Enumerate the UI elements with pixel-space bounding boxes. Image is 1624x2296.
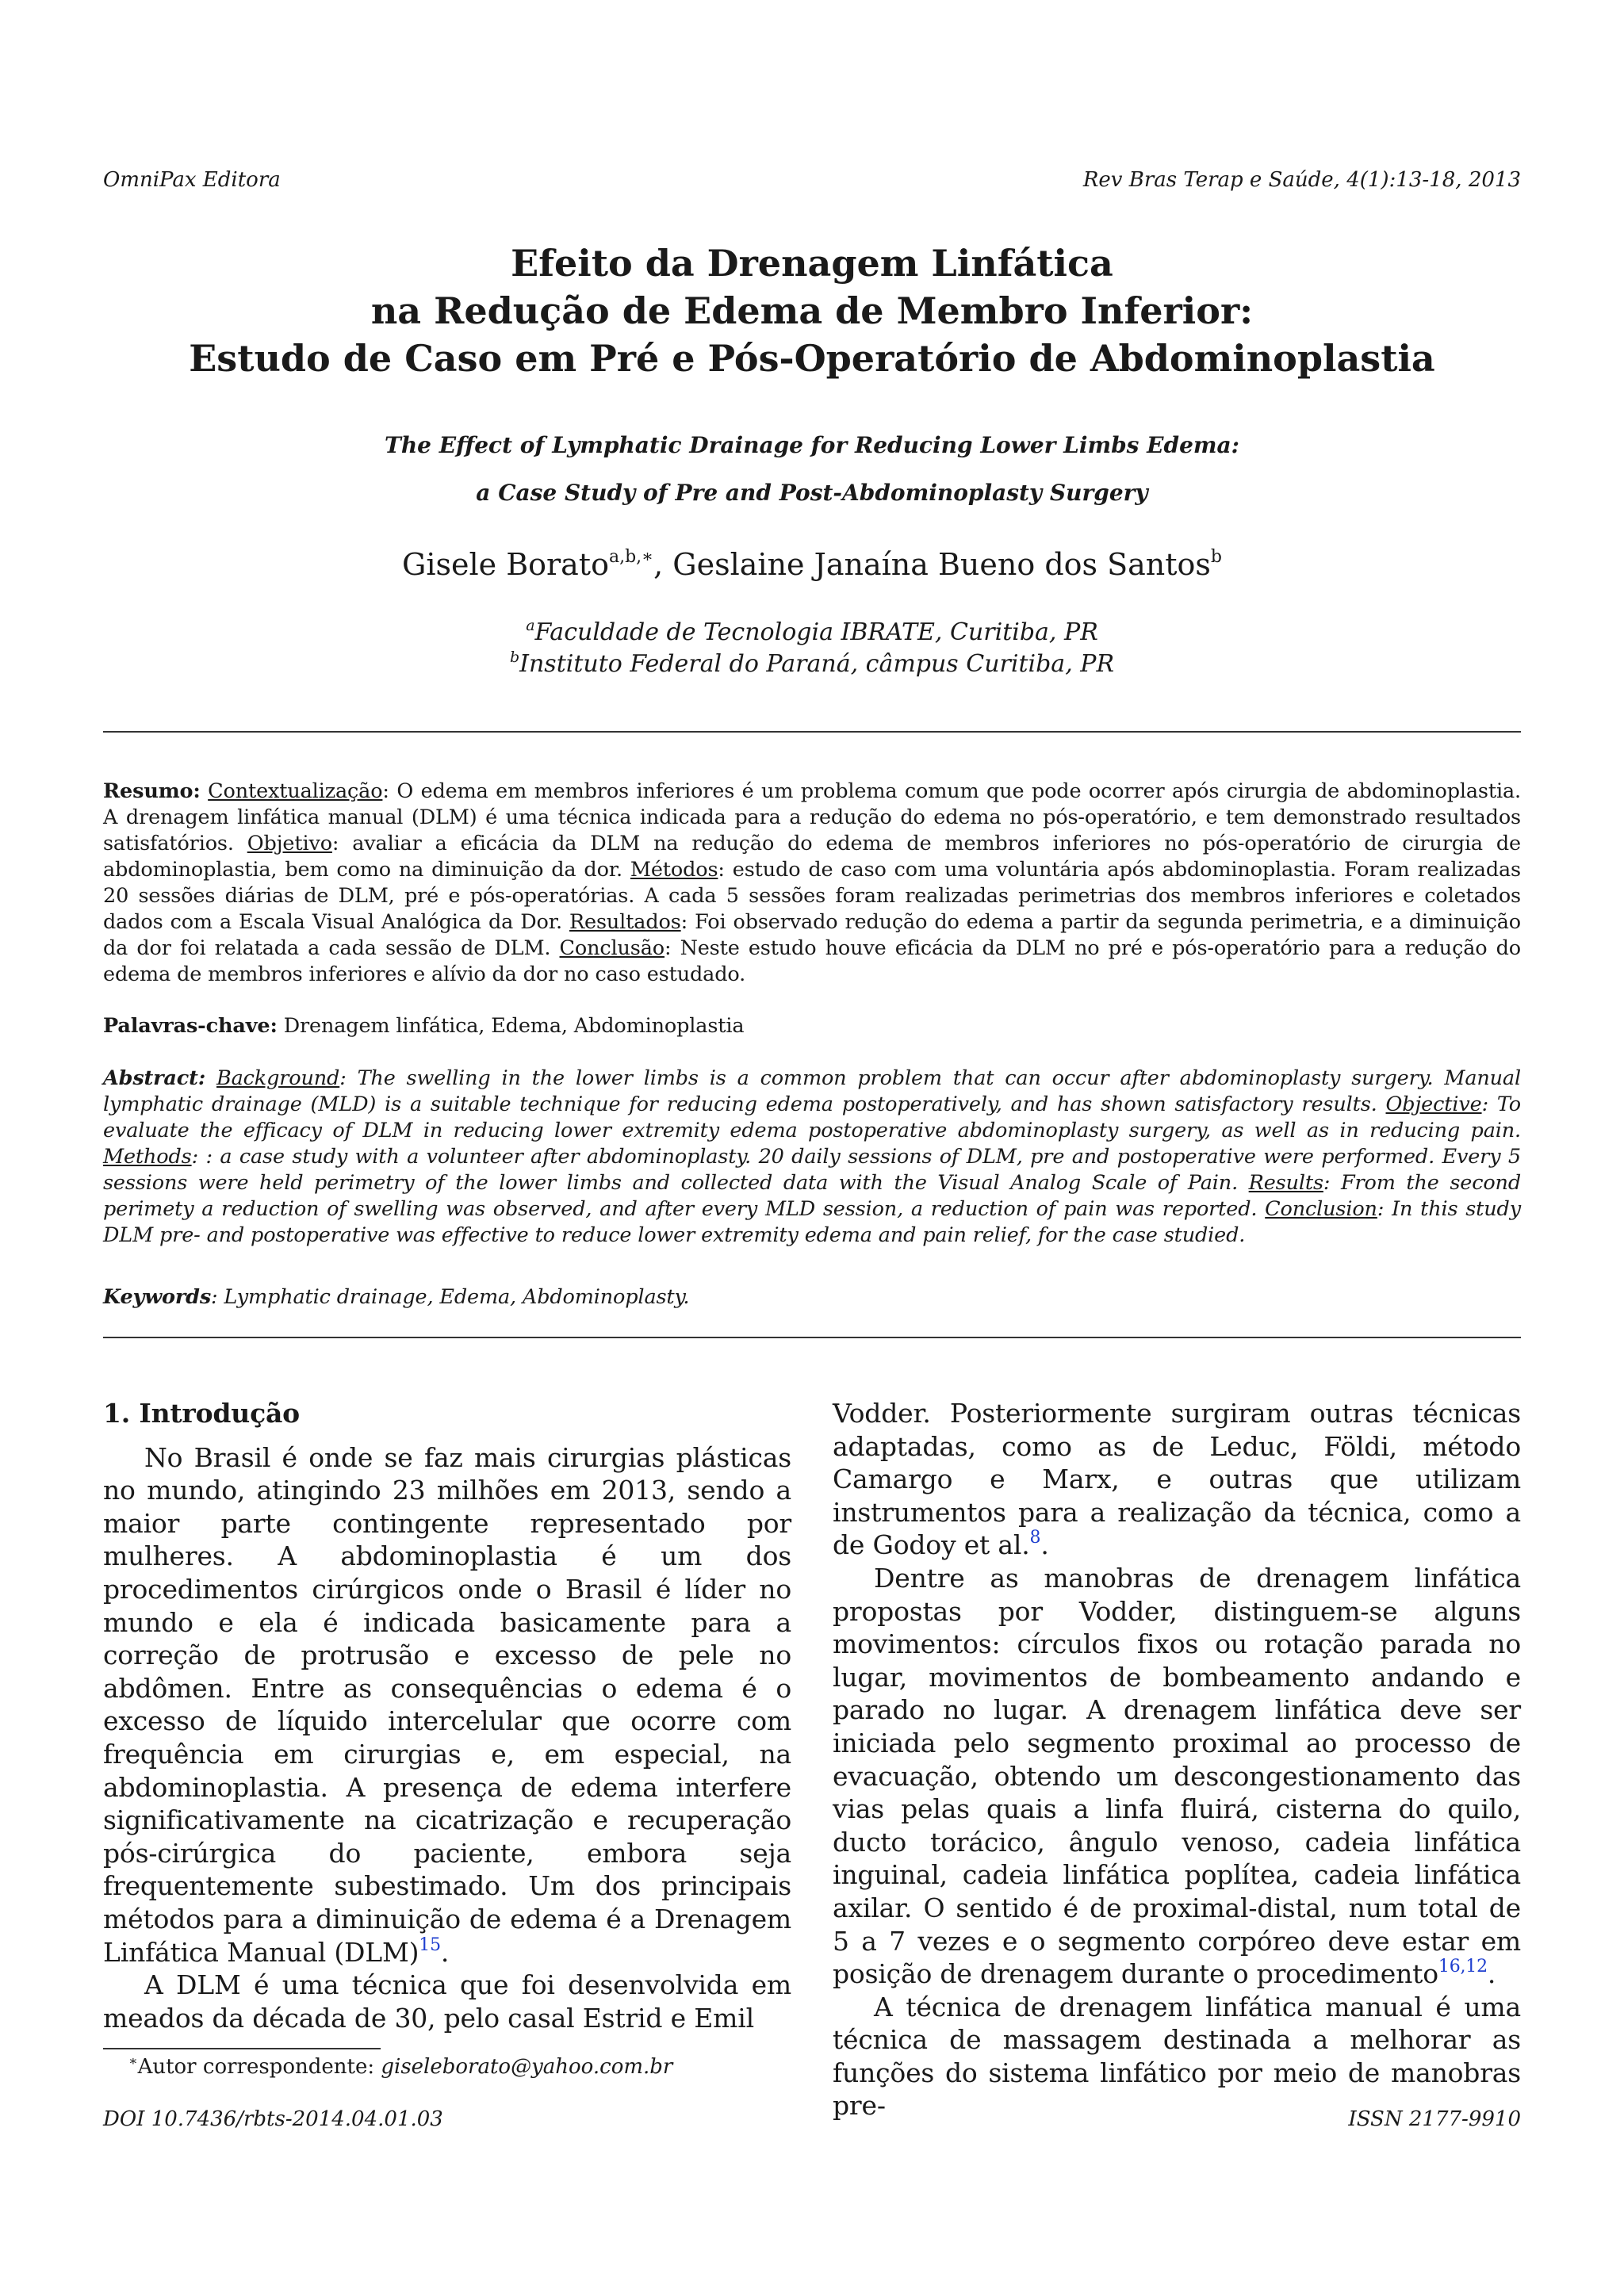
english-title	[103, 422, 1521, 517]
abstract-results-text: : From the second perimety a reduction of swelling was observed, and after every MLD session, a reduction of pain was reported.	[103, 1171, 1521, 1221]
corresponding-author-footnote	[128, 2055, 672, 2079]
affiliation-b	[103, 649, 1521, 680]
intro-paragraph-2-continued	[833, 1397, 1521, 1562]
intro-paragraph-1-end: .	[440, 1936, 450, 1968]
intro-paragraph-2: A DLM é uma técnica que foi desenvolvida em meados da década de 30, pelo casal Estrid e Emil	[103, 1969, 791, 2034]
abstract-conclusion-text: : In this study DLM pre- and postoperative was effective to reduce lower extremity edema and pain relief, for the case studied.	[103, 1197, 1521, 1247]
resumo-contextualizacao-text: : O edema em membros inferiores é um problema comum que pode ocorrer após cirurgia de abdominoplastia. A drenagem linfática manual (DLM) é uma técnica indicada para a redução do edema no pós-operatório, e tem demonstrado resultados satisfatórios.	[103, 779, 1521, 855]
intro-paragraph-4: A técnica de drenagem linfática manual é uma técnica de massagem destinada a melhorar as funções do sistema linfático por meio de manobras pre-	[833, 1991, 1521, 2122]
abstract-results-heading: Results	[1248, 1171, 1323, 1195]
footnote-label: Autor correspondente:	[137, 2055, 381, 2079]
resumo-contextualizacao-heading: Contextualização	[208, 779, 383, 803]
journal-citation: Rev Bras Terap e Saúde, 4(1):13-18, 2013	[1082, 168, 1521, 192]
resumo-conclusao-text: : Neste estudo houve eficácia da DLM no pré e pós-operatório para a redução do edema de membros inferiores e alívio da dor no caso estudado.	[103, 936, 1521, 986]
resumo-paragraph	[103, 779, 1521, 988]
affiliation-b-text: Instituto Federal do Paraná, câmpus Curitiba, PR	[519, 650, 1115, 678]
author-2-affil-mark: b	[1210, 547, 1223, 567]
doi: DOI 10.7436/rbts-2014.04.01.03	[103, 2107, 443, 2131]
section-heading-introducao: 1. Introdução	[103, 1398, 300, 1429]
intro-paragraph-3-text: Dentre as manobras de drenagem linfática propostas por Vodder, distinguem-se alguns movimentos: círculos fixos ou rotação parada no lugar, movimentos de bombeamento andando e parado no lugar. A drenagem linfática deve ser iniciada pelo segmento proximal ao processo de evacuação, obtendo um descongestionamento das vias pelas quais a linfa fluirá, cisterna do quilo, ducto torácico, ângulo venoso, cadeia linfática inguinal, cadeia linfática poplítea, cadeia linfática axilar. O sentido é de proximal-distal, num total de 5 a 7 vezes e o segmento corpóreo deve estar em posição de drenagem durante o procedimento	[833, 1562, 1521, 1990]
intro-paragraph-3-end: .	[1487, 1958, 1496, 1990]
resumo-resultados-text: : Foi observado redução do edema a partir da segunda perimetria, e a diminuição da dor foi relatada a cada sessão de DLM.	[103, 910, 1521, 960]
resumo-metodos-text: : estudo de caso com uma voluntária após abdominoplastia. Foram realizadas 20 sessões diárias de DLM, pré e pós-operatórias. A cada 5 sessões foram realizadas perimetrias dos membros inferiores e coletados dados com a Escala Visual Analógica da Dor.	[103, 858, 1521, 934]
abstract-methods-text: : : a case study with a volunteer after abdominoplasty. 20 daily sessions of DLM, pre and postoperative were performed. Every 5 sessions were held perimetry of the lower limbs and collected data with the Visual Analog Scale of Pain.	[103, 1145, 1521, 1195]
intro-paragraph-1-text: No Brasil é onde se faz mais cirurgias plásticas no mundo, atingindo 23 milhões em 2013, sendo a maior parte contingente representado por mulheres. A abdominoplastia é um dos procedimentos cirúrgicos onde o Brasil é líder no mundo e ela é indicada basicamente para a correção de protrusão e excesso de pele no abdômen. Entre as consequências o edema é o excesso de líquido intercelular que ocorre com frequência em cirurgias e, em especial, na abdominoplastia. A presença de edema interfere significativamente na cicatrização e recuperação pós-cirúrgica do paciente, embora seja frequentemente subestimado. Um dos principais métodos para a diminuição de edema é a Drenagem Linfática Manual (DLM)	[103, 1441, 791, 1968]
affiliation-a	[103, 617, 1521, 649]
keywords-label: Keywords	[103, 1285, 212, 1309]
affiliation-a-text: Faculdade de Tecnologia IBRATE, Curitiba, PR	[534, 618, 1098, 646]
footnote-mark: ∗	[128, 2053, 138, 2069]
abstract-objective-text: : To evaluate the efficacy of DLM in reducing lower extremity edema postoperative abdominoplasty surgery, as well as in reducing pain.	[103, 1093, 1521, 1142]
citation-link-15[interactable]: 15	[419, 1934, 441, 1955]
intro-paragraph-2-continued-text: Vodder. Posteriormente surgiram outras técnicas adaptadas, como as de Leduc, Földi, método Camargo e Marx, e outras que utilizam instrumentos para a realização da técnica, como a de Godoy et al.	[833, 1398, 1521, 1561]
affiliations	[103, 617, 1521, 680]
palavras-chave-label: Palavras-chave:	[103, 1014, 278, 1038]
title-line-3: Estudo de Caso em Pré e Pós-Operatório de Abdominoplastia	[189, 337, 1435, 380]
abstract-paragraph	[103, 1066, 1521, 1249]
author-email[interactable]: giseleborato@yahoo.com.br	[381, 2055, 673, 2079]
english-title-line-1: The Effect of Lymphatic Drainage for Reducing Lower Limbs Edema:	[384, 432, 1240, 458]
abstract-background-text: : The swelling in the lower limbs is a common problem that can occur after abdominoplasty surgery. Manual lymphatic drainage (MLD) is a suitable technique for reducing edema postoperatively, and has shown satisfactory results.	[103, 1066, 1521, 1116]
author-2: Geslaine Janaína Bueno dos Santos	[672, 547, 1211, 582]
citation-link-16-12[interactable]: 16,12	[1438, 1957, 1488, 1977]
body-column-right	[833, 1397, 1521, 2122]
abstract-objective-heading: Objective	[1385, 1093, 1482, 1116]
abstract-label: Abstract:	[103, 1066, 206, 1090]
intro-paragraph-3	[833, 1562, 1521, 1991]
abstract-methods-heading: Methods	[103, 1145, 192, 1169]
abstract-bottom-rule	[103, 1337, 1521, 1338]
keywords-text: : Lymphatic drainage, Edema, Abdominoplasty.	[211, 1285, 690, 1309]
author-separator: ,	[653, 547, 673, 582]
title-line-2: na Redução de Edema de Membro Inferior:	[370, 289, 1254, 332]
resumo-metodos-heading: Métodos	[630, 858, 718, 882]
resumo-resultados-heading: Resultados	[569, 910, 681, 934]
palavras-chave	[103, 1013, 1521, 1039]
abstract-top-rule	[103, 731, 1521, 733]
body-column-left	[103, 1397, 791, 2034]
article-title	[103, 239, 1521, 382]
keywords	[103, 1284, 1521, 1311]
footnote-rule	[103, 2048, 381, 2049]
author-list	[103, 547, 1521, 582]
issn: ISSN 2177-9910	[1348, 2107, 1521, 2131]
resumo-label: Resumo:	[103, 779, 201, 803]
palavras-chave-text: Drenagem linfática, Edema, Abdominoplastia	[277, 1014, 745, 1038]
abstract-conclusion-heading: Conclusion	[1265, 1197, 1377, 1221]
resumo-objetivo-heading: Objetivo	[247, 832, 332, 855]
english-title-line-2: a Case Study of Pre and Post-Abdominoplasty Surgery	[476, 480, 1148, 506]
resumo-objetivo-text: : avaliar a eficácia da DLM na redução do edema de membros inferiores no pós-operatório de cirurgia de abdominoplastia, bem como na diminuição da dor.	[103, 832, 1521, 882]
title-line-1: Efeito da Drenagem Linfática	[511, 242, 1113, 285]
publisher-name: OmniPax Editora	[103, 168, 281, 192]
affiliation-a-mark: a	[526, 617, 535, 634]
author-1: Gisele Borato	[401, 547, 609, 582]
citation-link-8[interactable]: 8	[1029, 1528, 1041, 1548]
affiliation-b-mark: b	[509, 649, 520, 666]
resumo-conclusao-heading: Conclusão	[559, 936, 665, 960]
author-1-affil-mark: a,b,∗	[608, 547, 654, 567]
intro-paragraph-2-continued-end: .	[1040, 1529, 1049, 1561]
intro-paragraph-1	[103, 1441, 791, 1969]
abstract-background-heading: Background	[216, 1066, 340, 1090]
